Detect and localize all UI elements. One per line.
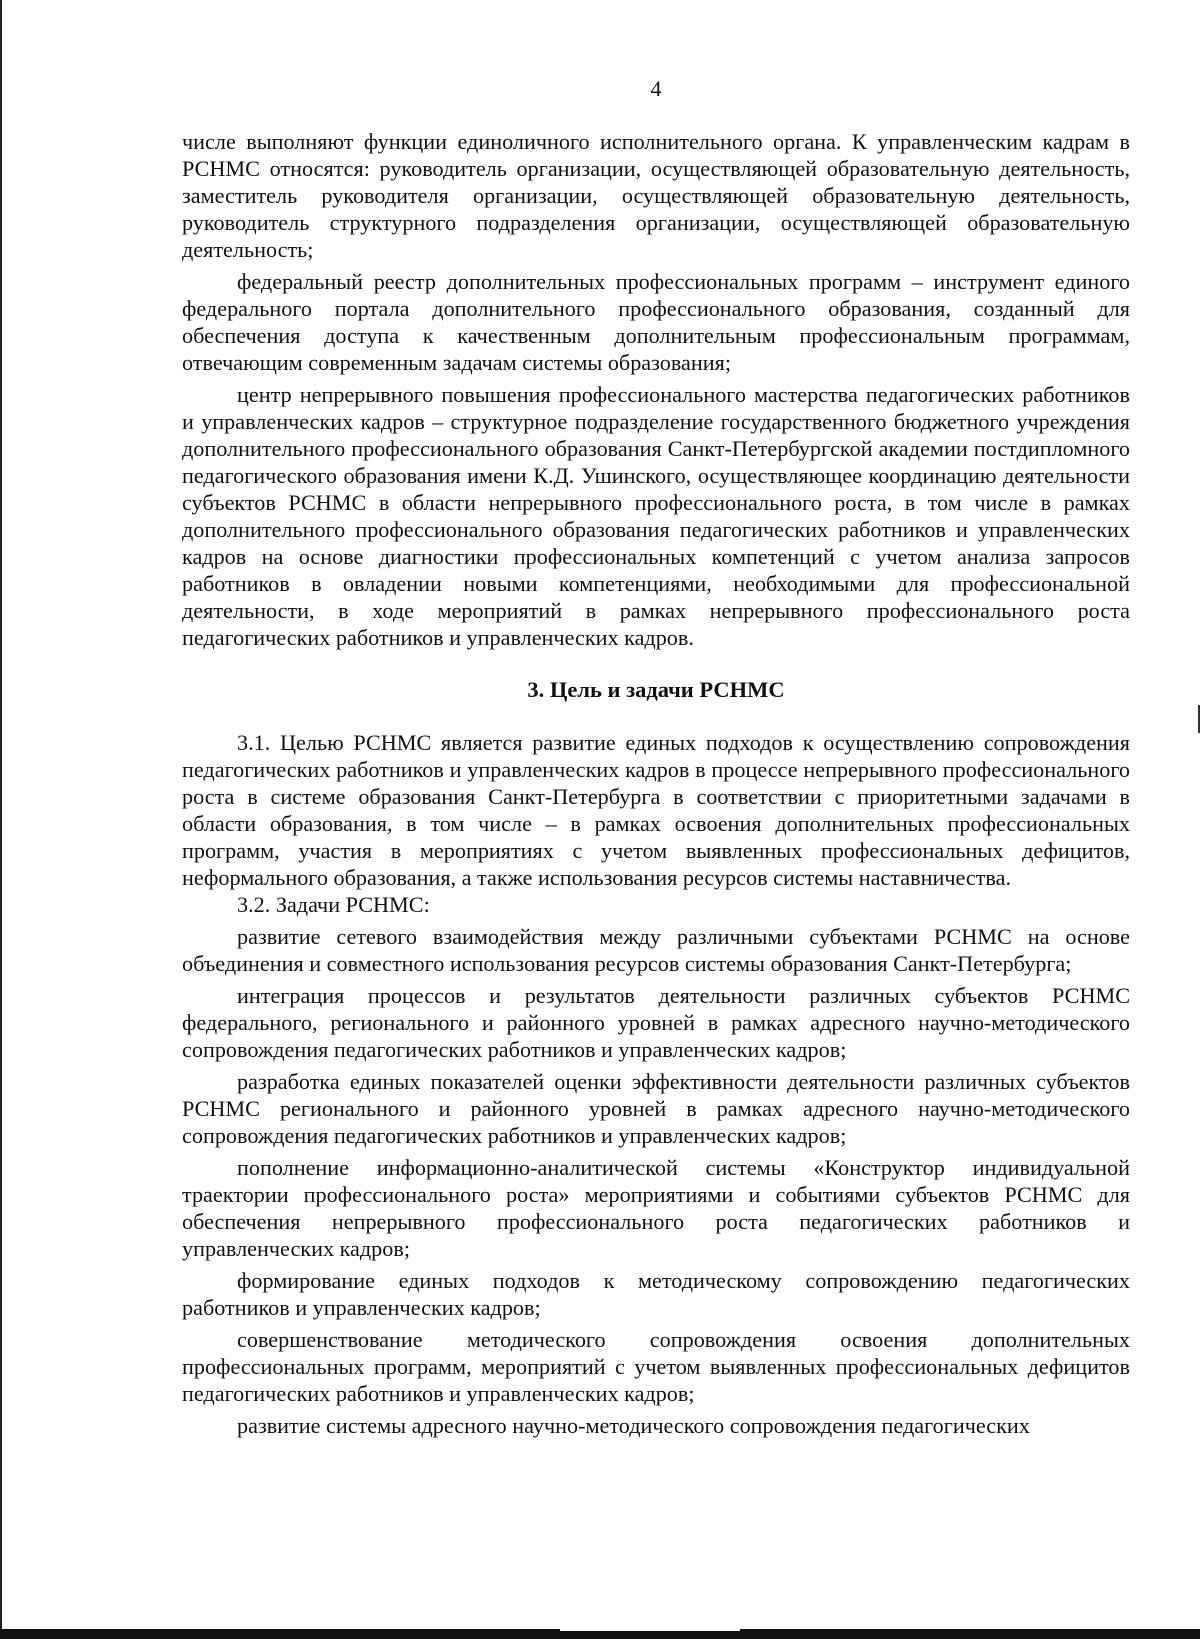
scan-edge-left [0,0,2,1639]
paragraph-federal-registry: федеральный реестр дополнительных профессиональных программ – инструмент единого федерального портала дополнительного профессионального образования, созданный для обеспечения доступа к качественным дополнительным профессиональным программам, отвечающим современным задачам системы образования; [182,269,1130,375]
paragraph-center-definition: центр непрерывного повышения профессионального мастерства педагогических работников и управленческих кадров – структурное подразделение государственного бюджетного учреждения дополнительного профессионального образования Санкт-Петербургской академии постдипломного педагогического образования имени К.Д. Ушинского, осуществляющее координацию деятельности субъектов РСНМС в области непрерывного профессионального роста, в том числе в рамках дополнительного профессионального образования педагогических работников и управленческих кадров на основе диагностики профессиональных компетенций с учетом анализа запросов работников в овладении новыми компетенциями, необходимыми для профессиональной деятельности, в ходе мероприятий в рамках непрерывного профессионального роста педагогических работников и управленческих кадров. [182,382,1130,650]
task-item: формирование единых подходов к методическому сопровождению педагогических работников и управленческих кадров; [182,1268,1130,1320]
task-item: развитие системы адресного научно-методического сопровождения педагогических [237,1413,1030,1438]
task-item: пополнение информационно-аналитической системы «Конструктор индивидуальной траектории профессионального роста» мероприятиями и событиями субъектов РСНМС для обеспечения непрерывного профессионального роста педагогических работников и управленческих кадров; [182,1155,1130,1261]
document-body [182,128,1130,1439]
task-item: совершенствование методического сопровождения освоения дополнительных профессиональных программ, мероприятий с учетом выявленных профессиональных дефицитов педагогических работников и управленческих кадров; [182,1327,1130,1406]
paragraph-goal: 3.1. Целью РСНМС является развитие единых подходов к осуществлению сопровождения педагогических работников и управленческих кадров в процессе непрерывного профессионального роста в системе образования Санкт-Петербурга в соответствии с приоритетными задачами в области образования, в том числе – в рамках освоения дополнительных профессиональных программ, участия в мероприятиях с учетом выявленных профессиональных дефицитов, неформального образования, а также использования ресурсов системы наставничества. [182,730,1130,890]
task-item: развитие сетевого взаимодействия между различными субъектами РСНМС на основе объединения и совместного использования ресурсов системы образования Санкт-Петербурга; [182,924,1130,976]
paragraph-continuation: числе выполняют функции единоличного исполнительного органа. К управленческим кадрам в РСНМС относятся: руководитель организации, осуществляющей образовательную деятельность, заместитель руководителя организации, осуществляющей образовательную деятельность, руководитель структурного подразделения организации, осуществляющей образовательную деятельность; [182,129,1130,262]
tasks-title: 3.2. Задачи РСНМС: [237,892,430,917]
scan-edge-gap [560,1628,740,1631]
section-heading: 3. Цель и задачи РСНМС [527,677,785,702]
task-item: интеграция процессов и результатов деятельности различных субъектов РСНМС федерального, регионального и районного уровней в рамках адресного научно-методического сопровождения педагогических работников и управленческих кадров; [182,983,1130,1062]
task-item: разработка единых показателей оценки эффективности деятельности различных субъектов РСНМС регионального и районного уровней в рамках адресного научно-методического сопровождения педагогических работников и управленческих кадров; [182,1069,1130,1148]
page-number: 4 [650,76,662,101]
